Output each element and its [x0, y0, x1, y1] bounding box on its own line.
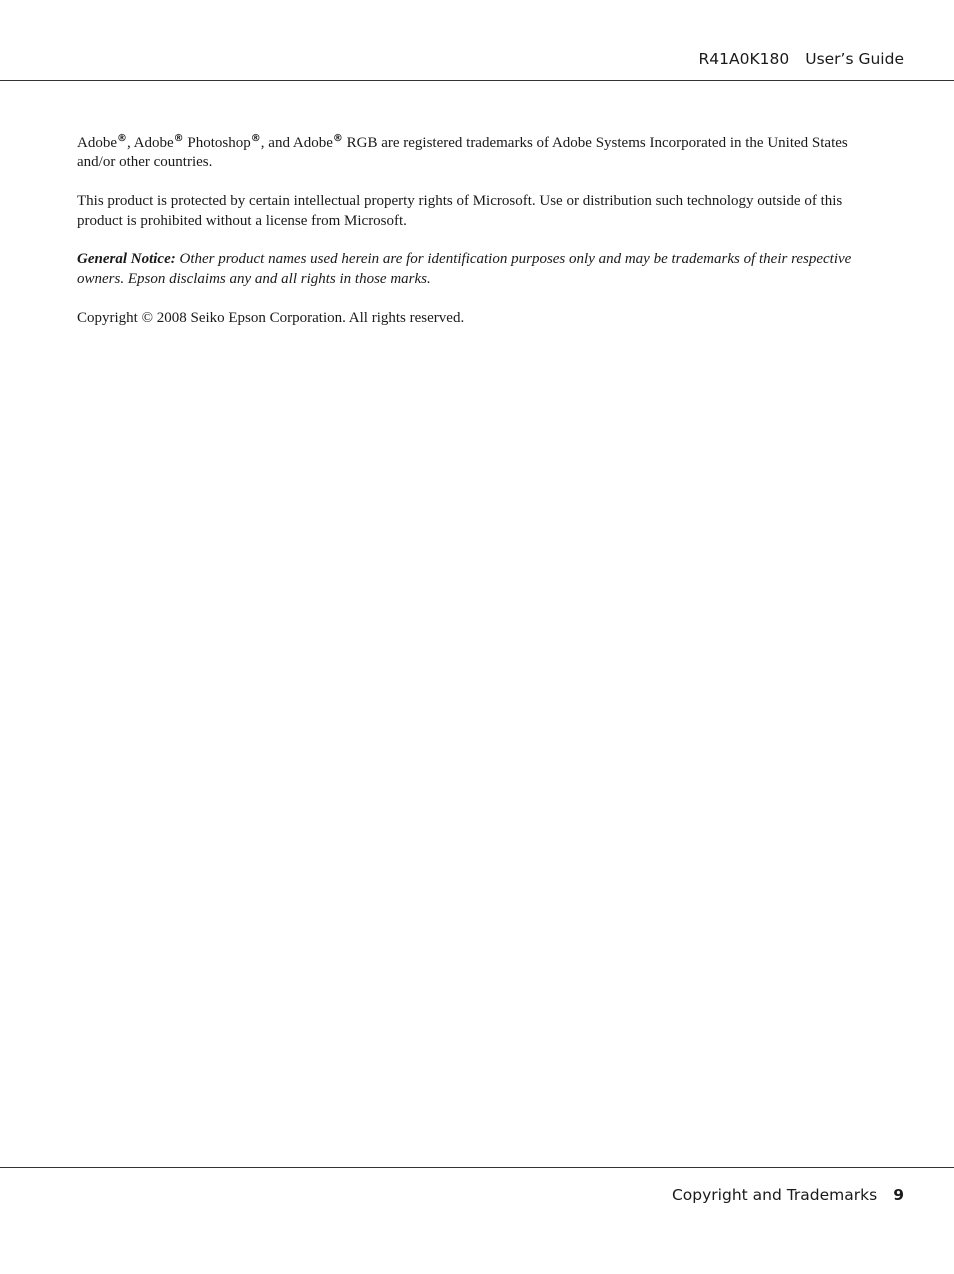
general-notice-label: General Notice:	[77, 251, 176, 268]
registered-mark: ®	[117, 133, 127, 144]
general-notice-text: Other product names used herein are for identification purposes only and may be trademarks of their respective owners. Epson disclaims any and all rights in those marks.	[77, 251, 852, 287]
page-header	[699, 50, 905, 68]
page-number: 9	[893, 1186, 904, 1204]
trademark-photoshop: Photoshop	[183, 135, 251, 151]
registered-mark: ®	[332, 133, 343, 144]
trademark-adobe-2: , Adobe	[127, 135, 174, 151]
footer-divider	[0, 1167, 954, 1168]
header-guide-title: User’s Guide	[805, 50, 904, 68]
trademark-paragraph	[77, 134, 882, 173]
registered-mark: ®	[250, 133, 261, 144]
header-model: R41A0K180	[698, 50, 790, 68]
registered-mark: ®	[173, 133, 184, 144]
header-divider	[0, 80, 954, 81]
page-footer	[672, 1186, 904, 1204]
trademark-adobe: Adobe	[77, 135, 117, 151]
microsoft-paragraph: This product is protected by certain intellectual property rights of Microsoft. Use or distribution such technology outside of this product is prohibited without a license from Microsoft.	[77, 193, 843, 229]
general-notice-paragraph	[77, 250, 882, 289]
trademark-adobe-3: , and Adobe	[260, 135, 333, 151]
copyright-paragraph: Copyright © 2008 Seiko Epson Corporation. All rights reserved.	[77, 309, 465, 326]
trademark-rest: RGB are registered trademarks of Adobe Systems Incorporated in the United States and/or other countries.	[77, 135, 848, 171]
page-content	[77, 134, 882, 347]
footer-section-title: Copyright and Trademarks	[671, 1186, 878, 1204]
